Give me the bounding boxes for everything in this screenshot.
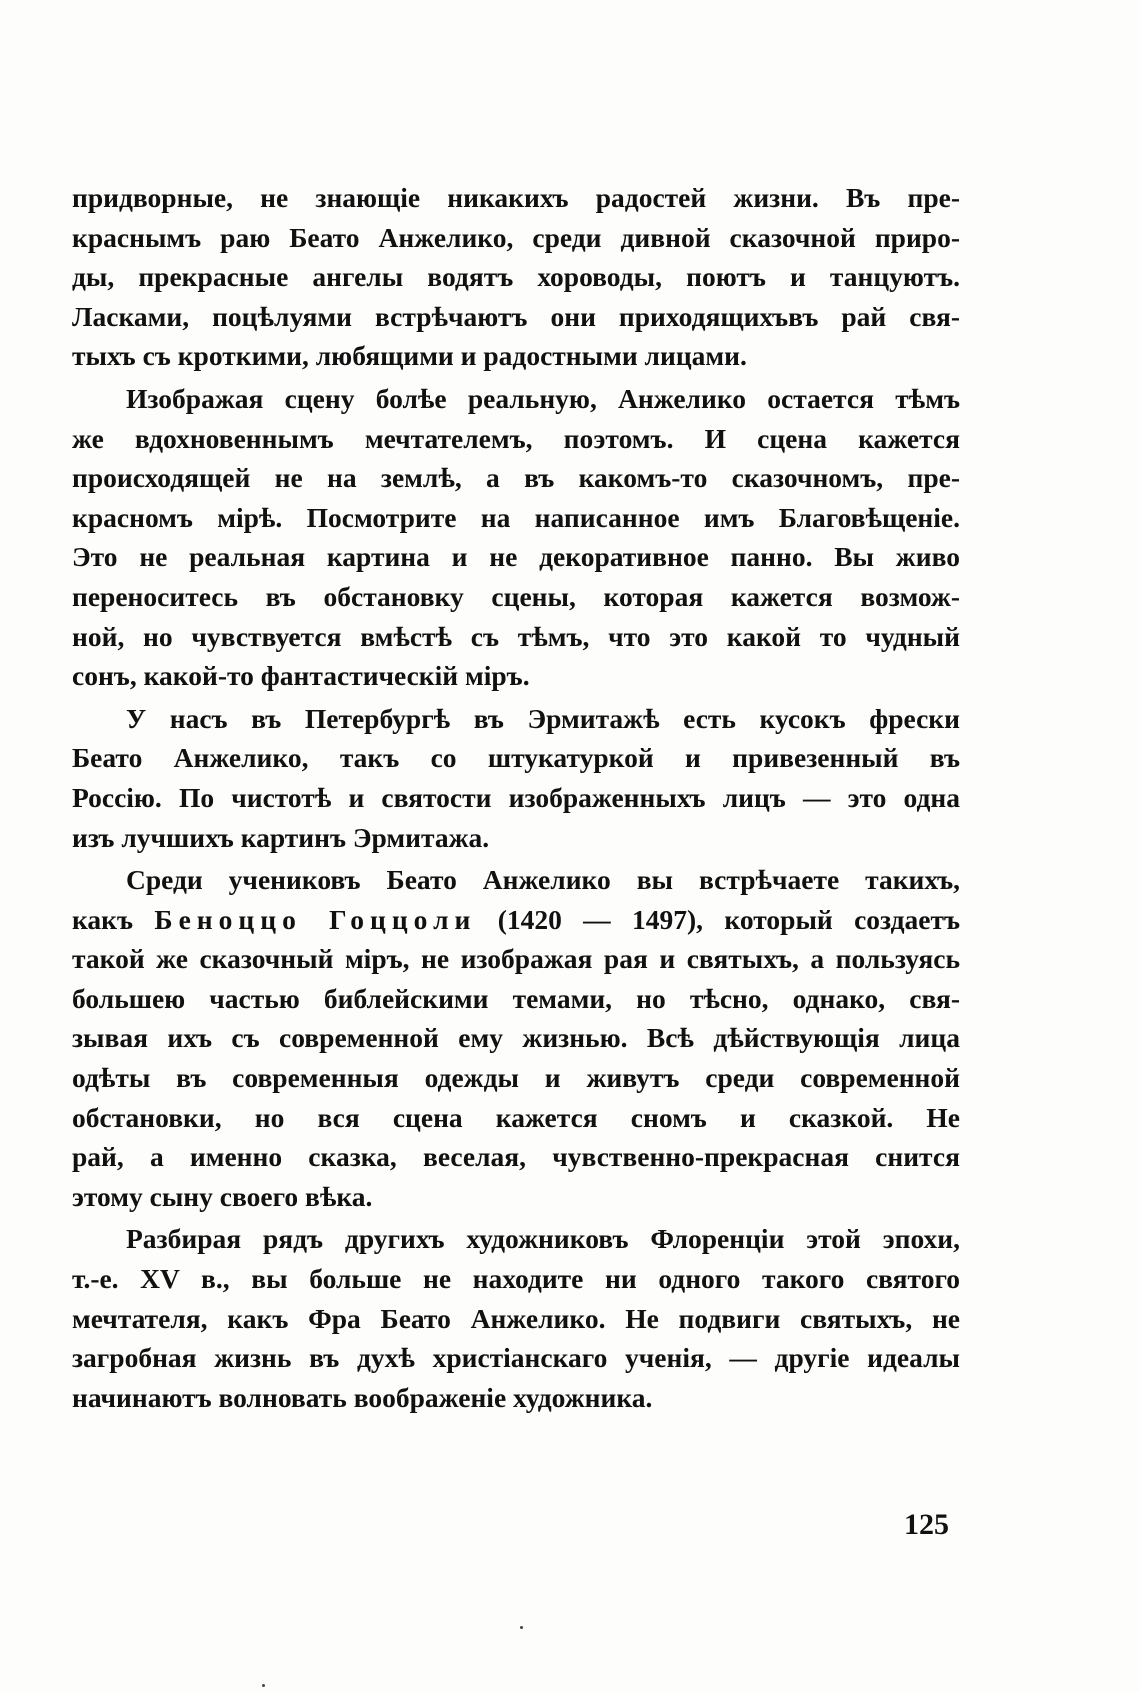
text-line-with-name (72, 900, 960, 940)
artist-name: Беноццо Гоццоли (154, 903, 477, 935)
scan-speck (520, 1626, 523, 1629)
text-line: загробная жизнь въ духѣ христіанскаго ученія, — другіе идеалы (72, 1342, 960, 1374)
paragraph-4 (72, 860, 960, 1216)
text-line: Это не реальная картина и не декоративное панно. Вы живо (72, 541, 960, 573)
text-line: Разбирая рядъ другихъ художниковъ Флоренціи этой эпохи, (126, 1223, 960, 1255)
text-line: большею частью библейскими темами, но тѣсно, однако, свя- (72, 982, 960, 1014)
paragraph-1 (72, 178, 960, 376)
text-line: Среди учениковъ Беато Анжелико вы встрѣчаете такихъ, (126, 864, 960, 896)
paragraph-3 (72, 699, 960, 857)
text-line: Изображая сцену болѣе реальную, Анжелико остается тѣмъ (126, 382, 960, 414)
text-line: такой же сказочный міръ, не изображая рая и святыхъ, а пользуясь (72, 943, 960, 975)
body-text (72, 178, 960, 1417)
text-line: красномъ мірѣ. Посмотрите на написанное имъ Благовѣщеніе. (72, 501, 960, 533)
text-line: изъ лучшихъ картинъ Эрмитажа. (72, 821, 490, 853)
text-line: рай, а именно сказка, веселая, чувственно-прекрасная снится (72, 1141, 960, 1173)
scan-speck (262, 1684, 265, 1687)
text-line: Россію. По чистотѣ и святости изображенныхъ лицъ — это одна (72, 781, 960, 813)
text-fragment: какъ (72, 903, 134, 935)
text-fragment: (1420 — 1497), который создаетъ (497, 903, 961, 935)
page-number: 125 (904, 1508, 949, 1541)
text-line: сонъ, какой-то фантастическій міръ. (72, 660, 530, 692)
text-line: этому сыну своего вѣка. (72, 1180, 373, 1212)
text-line: начинаютъ волновать воображеніе художника. (72, 1381, 653, 1413)
text-line: одѣты въ современныя одежды и живутъ среди современной (72, 1062, 960, 1094)
text-line: мечтателя, какъ Фра Беато Анжелико. Не подвиги святыхъ, не (72, 1302, 960, 1334)
text-line: ды, прекрасные ангелы водятъ хороводы, поютъ и танцуютъ. (72, 261, 960, 293)
text-line: придворные, не знающіе никакихъ радостей жизни. Въ пре- (72, 182, 960, 213)
text-line: обстановки, но вся сцена кажется сномъ и сказкой. Не (72, 1101, 960, 1133)
paragraph-2 (72, 379, 960, 696)
text-line: Ласками, поцѣлуями встрѣчаютъ они приходящихъвъ рай свя- (72, 300, 960, 332)
text-line: тыхъ съ кроткими, любящими и радостными лицами. (72, 340, 747, 372)
text-line: У насъ въ Петербургѣ въ Эрмитажѣ есть кусокъ фрески (126, 702, 960, 734)
text-line: т.-е. XV в., вы больше не находите ни одного такого святого (72, 1263, 960, 1295)
text-line: ной, но чувствуется вмѣстѣ съ тѣмъ, что это какой то чудный (72, 620, 960, 652)
text-line: происходящей не на землѣ, а въ какомъ-то сказочномъ, пре- (72, 462, 960, 494)
text-line: зывая ихъ съ современной ему жизнью. Всѣ дѣйствующія лица (72, 1022, 960, 1054)
text-line: же вдохновеннымъ мечтателемъ, поэтомъ. И сцена кажется (72, 422, 960, 454)
text-line: Беато Анжелико, такъ со штукатуркой и привезенный въ (72, 742, 960, 774)
text-line: переноситесь въ обстановку сцены, которая кажется возмож- (72, 580, 960, 612)
paragraph-5 (72, 1219, 960, 1417)
text-line: краснымъ раю Беато Анжелико, среди дивной сказочной приро- (72, 221, 960, 253)
